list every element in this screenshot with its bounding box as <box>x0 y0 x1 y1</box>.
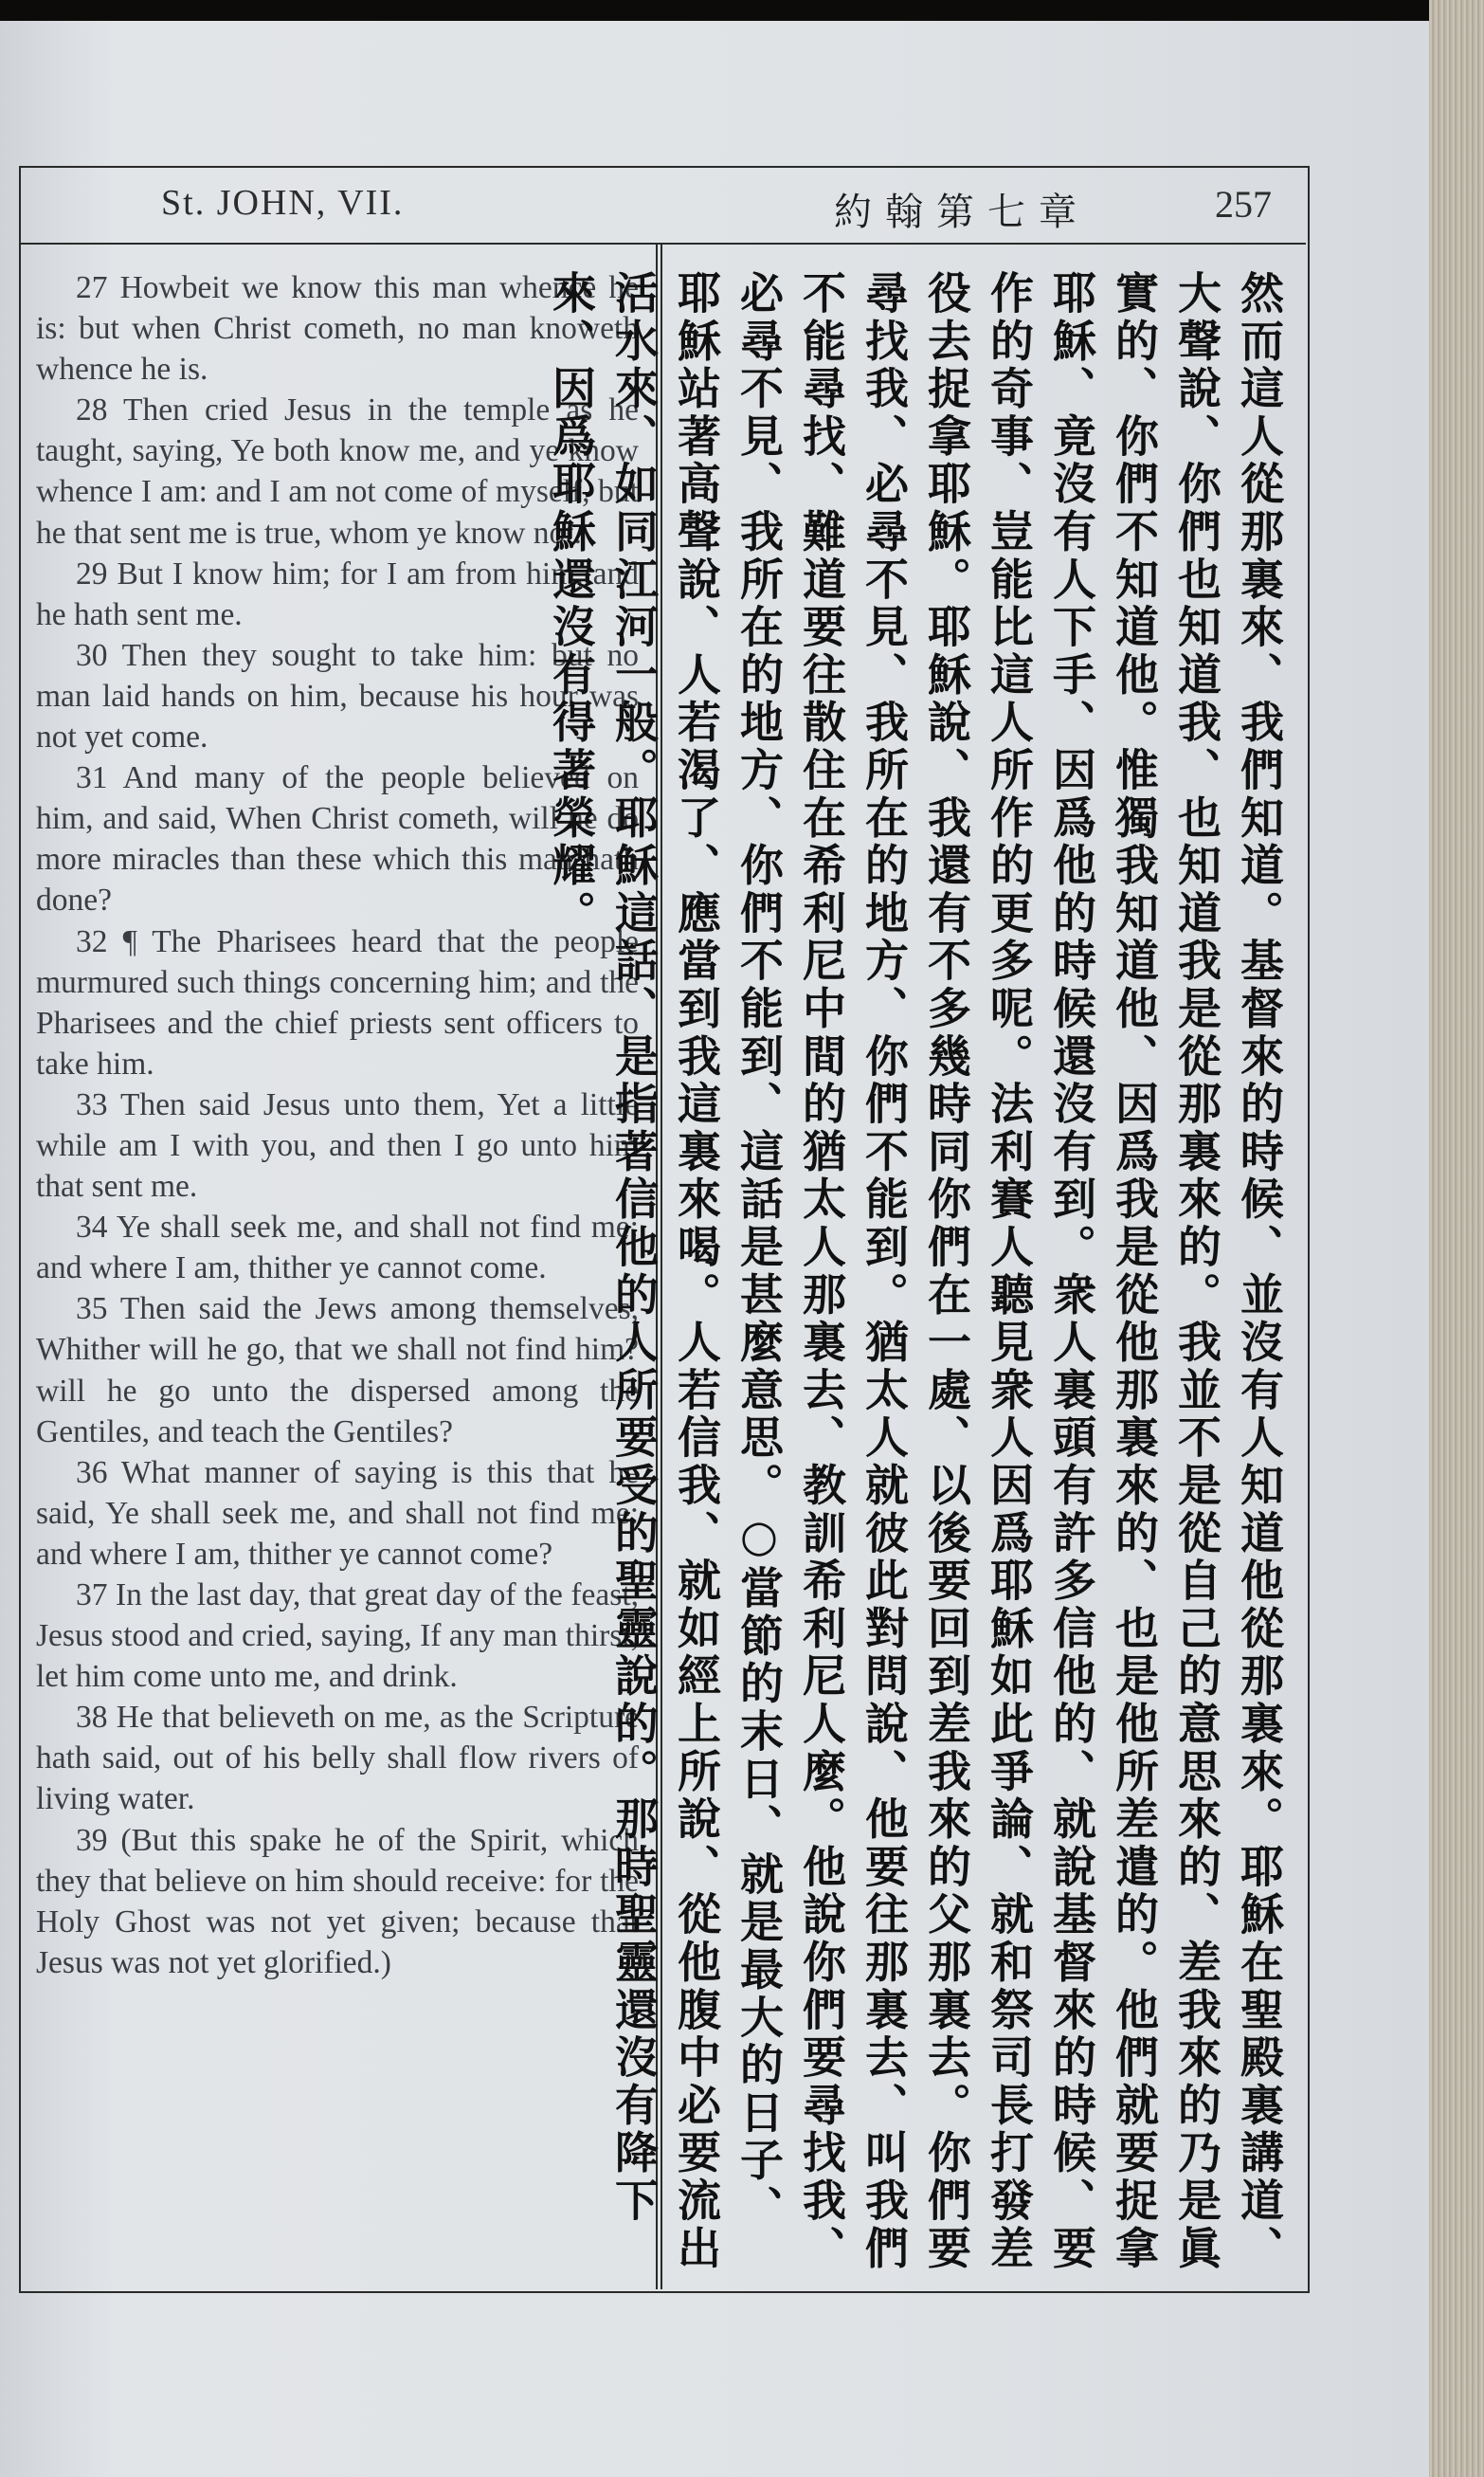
verse-30: 30 Then they sought to take him: but no man laid hands on him, because his hour was not yet come. <box>36 637 639 756</box>
scan-top-edge <box>0 0 1484 21</box>
verse-38: 38 He that believeth on me, as the Scripture hath said, out of his belly shall flow rivers of living water. <box>36 1700 639 1817</box>
verse-28: 28 Then cried Jesus in the temple as he taught, saying, Ye both know me, and ye know whence I am: and I am not come of myself, but he that sent me is true, whom ye know not. <box>36 392 639 551</box>
verse-39: 39 (But this spake he of the Spirit, which they that believe on him should receive: for the Holy Ghost was not yet given; because that Jesus was not yet glorified.) <box>36 1822 639 1980</box>
verse-29: 29 But I know him; for I am from him, and he hath sent me. <box>36 556 639 632</box>
verse-37: 37 In the last day, that great day of the feast, Jesus stood and cried, saying, If any man thirst, let him come unto me, and drink. <box>36 1577 639 1695</box>
running-header <box>19 169 1306 245</box>
chinese-column: 然而這人從那裏來、我們知道。基督來的時候、並沒有人知道他從那裏來。耶穌在聖殿裏講道、大聲說、你們也知道我、也知道我是從那裏來的。我並不是從自己的意思來的、差我來的乃是眞實的、你們不知道他。惟獨我知道他、因爲我是從他那裏來的、也是他所差遣的。他們就要捉拿耶穌、竟沒有人下手、因爲他的時候還沒有到。衆人裏頭有許多信他的、就說基督來的時候、要作的奇事、豈能比這人所作的更多呢。法利賽人聽見衆人因爲耶穌如此爭論、就和祭司長打發差役去捉拿耶穌。耶穌說、我還有不多幾時同你們在一處、以後要回到差我來的父那裏去。你們要尋找我、必尋不見、我所在的地方、你們不能到。猶太人就彼此對問說、他要往那裏去、叫我們不能尋找、難道要往散住在希利尼中間的猶太人那裏去、教訓希利尼人麼。他說你們要尋找我、必尋不見、我所在的地方、你們不能到、這話是甚麼意思。○當節的末日、就是最大的日子、耶穌站著高聲說、人若渴了、應當到我這裏來喝。人若信我、就如經上所說、從他腹中必要流出活水來、如同江河一般。耶穌這話、是指著信他的人所要受的聖靈說的。那時聖靈還沒有降下來、因爲耶穌還沒有得著榮耀。 <box>546 270 1285 2273</box>
page-edges <box>1429 0 1484 2477</box>
verse-27: 27 Howbeit we know this man whence he is: but when Christ cometh, no man knoweth whence he is. <box>36 270 639 388</box>
verse-33: 33 Then said Jesus unto them, Yet a little while am I with you, and then I go unto him that sent me. <box>36 1086 639 1205</box>
header-book-english: St. JOHN, VII. <box>161 183 405 223</box>
verse-34: 34 Ye shall seek me, and shall not find me: and where I am, thither ye cannot come. <box>36 1210 639 1286</box>
verse-31: 31 And many of the people believed on him, and said, When Christ cometh, will he do more miracles than these which this man hath done? <box>36 760 639 919</box>
verse-35: 35 Then said the Jews among themselves, Whither will he go, that we shall not find him? will he go unto the dispersed among the Gentiles, and teach the Gentiles? <box>36 1291 639 1449</box>
page-number: 257 <box>1215 183 1272 226</box>
header-book-chinese: 約翰第七章 <box>834 191 1090 234</box>
verse-32: 32 ¶ The Pharisees heard that the people murmured such things concerning him; and the Pharisees and the chief priests sent officers to take him. <box>36 923 639 1082</box>
verse-36: 36 What manner of saying is this that he said, Ye shall seek me, and shall not find me: and where I am, thither ye cannot come? <box>36 1454 639 1572</box>
